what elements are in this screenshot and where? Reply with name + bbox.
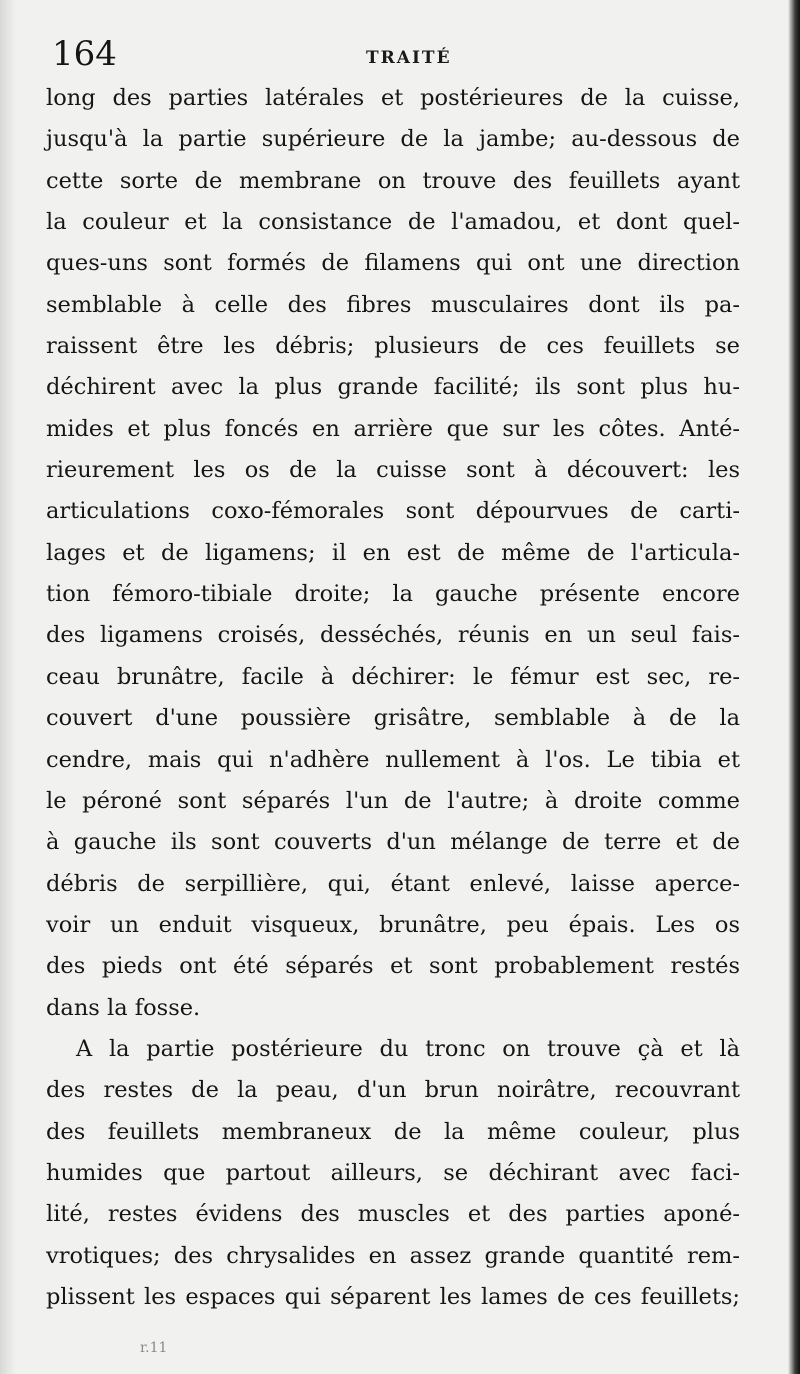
- running-title: TRAITÉ: [366, 48, 452, 68]
- text-line: ques-uns sont formés de filamens qui ont une direction: [46, 250, 740, 277]
- text-line: cette sorte de membrane on trouve des feuillets ayant: [46, 167, 740, 194]
- text-line: le péroné sont séparés l'un de l'autre; à droite comme: [46, 787, 740, 814]
- text-line: cendre, mais qui n'adhère nullement à l'os. Le tibia et: [46, 746, 740, 773]
- body-text: [46, 78, 740, 1318]
- text-line: la couleur et la consistance de l'amadou, et dont quel-: [46, 209, 740, 236]
- text-line: articulations coxo-fémorales sont dépourvues de carti-: [46, 498, 740, 525]
- text-line: débris de serpillière, qui, étant enlevé, laisse aperce-: [46, 870, 740, 897]
- text-line: vrotiques; des chrysalides en assez grande quantité rem-: [46, 1242, 740, 1269]
- text-line: voir un enduit visqueux, brunâtre, peu épais. Les os: [46, 911, 740, 938]
- text-line: des pieds ont été séparés et sont probablement restés: [46, 953, 740, 980]
- text-line: semblable à celle des fibres musculaires dont ils pa-: [46, 291, 740, 318]
- text-line: à gauche ils sont couverts d'un mélange de terre et de: [46, 829, 740, 856]
- text-line: humides que partout ailleurs, se déchirant avec faci-: [46, 1159, 740, 1186]
- page-gutter-shadow: [0, 0, 16, 1374]
- page-edge-shadow: [788, 0, 800, 1374]
- text-line: mides et plus foncés en arrière que sur les côtes. Anté-: [46, 415, 740, 442]
- text-line: lages et de ligamens; il en est de même de l'articula-: [46, 539, 740, 566]
- signature-mark: r.11: [140, 1340, 168, 1356]
- text-line: ceau brunâtre, facile à déchirer: le fémur est sec, re-: [46, 663, 740, 690]
- text-line: tion fémoro-tibiale droite; la gauche présente encore: [46, 581, 740, 608]
- text-line: des restes de la peau, d'un brun noirâtre, recouvrant: [46, 1077, 740, 1104]
- text-line: plissent les espaces qui séparent les lames de ces feuillets;: [46, 1283, 740, 1310]
- paragraph-first-line: A la partie postérieure du tronc on trouve çà et là: [76, 1035, 740, 1062]
- text-line: rieurement les os de la cuisse sont à découvert: les: [46, 457, 740, 484]
- text-line: des feuillets membraneux de la même couleur, plus: [46, 1118, 740, 1145]
- text-line: déchirent avec la plus grande facilité; ils sont plus hu-: [46, 374, 740, 401]
- text-line: raissent être les débris; plusieurs de ces feuillets se: [46, 333, 740, 360]
- text-line: des ligamens croisés, desséchés, réunis en un seul fais-: [46, 622, 740, 649]
- text-line: lité, restes évidens des muscles et des parties aponé-: [46, 1201, 740, 1228]
- page-number: 164: [52, 34, 117, 74]
- paragraph-last-line: dans la fosse.: [46, 994, 201, 1021]
- text-line: long des parties latérales et postérieures de la cuisse,: [46, 85, 740, 111]
- text-line: couvert d'une poussière grisâtre, semblable à de la: [46, 705, 740, 732]
- text-line: jusqu'à la partie supérieure de la jambe; au-dessous de: [46, 126, 740, 153]
